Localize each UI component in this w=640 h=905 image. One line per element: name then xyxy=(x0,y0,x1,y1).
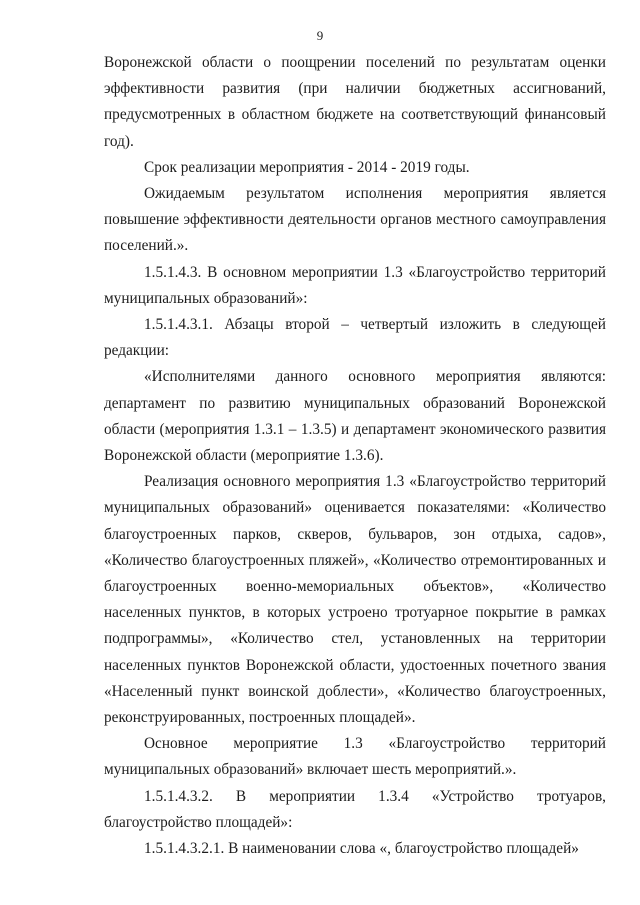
paragraph: 1.5.1.4.3.1. Абзацы второй – четвертый изложить в следующей редакции: xyxy=(104,316,606,360)
document-body xyxy=(104,50,606,862)
paragraph: Реализация основного мероприятия 1.3 «Благоустройство территорий муниципальных образований» оценивается показателями: «Количество благоустроенных парков, скверов, бульваров, зон отдыха, садов», «Количество благоустроенных пляжей», «Количество отремонтированных и благоустроенных военно-мемориальных объектов», «Количество населенных пунктов, в которых устроено тротуарное покрытие в рамках подпрограммы», «Количество стел, установленных на территории населенных пунктов Воронежской области, удостоенных почетного звания «Населенный пункт воинской доблести», «Количество благоустроенных, реконструированных, построенных площадей». xyxy=(104,473,606,727)
page-number: 9 xyxy=(316,28,324,43)
paragraph: Ожидаемым результатом исполнения мероприятия является повышение эффективности деятельности органов местного самоуправления поселений.». xyxy=(104,185,606,255)
paragraph: 1.5.1.4.3. В основном мероприятии 1.3 «Благоустройство территорий муниципальных образований»: xyxy=(104,263,606,307)
paragraph: 1.5.1.4.3.2.1. В наименовании слова «, благоустройство площадей» xyxy=(144,840,579,858)
paragraph: «Исполнителями данного основного мероприятия являются: департамент по развитию муниципальных образований Воронежской области (мероприятия 1.3.1 – 1.3.5) и департамент экономического развития Воронежской области (мероприятие 1.3.6). xyxy=(104,368,606,465)
paragraph: Воронежской области о поощрении поселений по результатам оценки эффективности развития (при наличии бюджетных ассигнований, предусмотренных в областном бюджете на соответствующий финансовый год). xyxy=(104,54,606,150)
paragraph: 1.5.1.4.3.2. В мероприятии 1.3.4 «Устройство тротуаров, благоустройство площадей»: xyxy=(104,787,606,831)
paragraph: Срок реализации мероприятия - 2014 - 2019 годы. xyxy=(144,158,470,176)
paragraph: Основное мероприятие 1.3 «Благоустройство территорий муниципальных образований» включает шесть мероприятий.». xyxy=(104,735,606,779)
